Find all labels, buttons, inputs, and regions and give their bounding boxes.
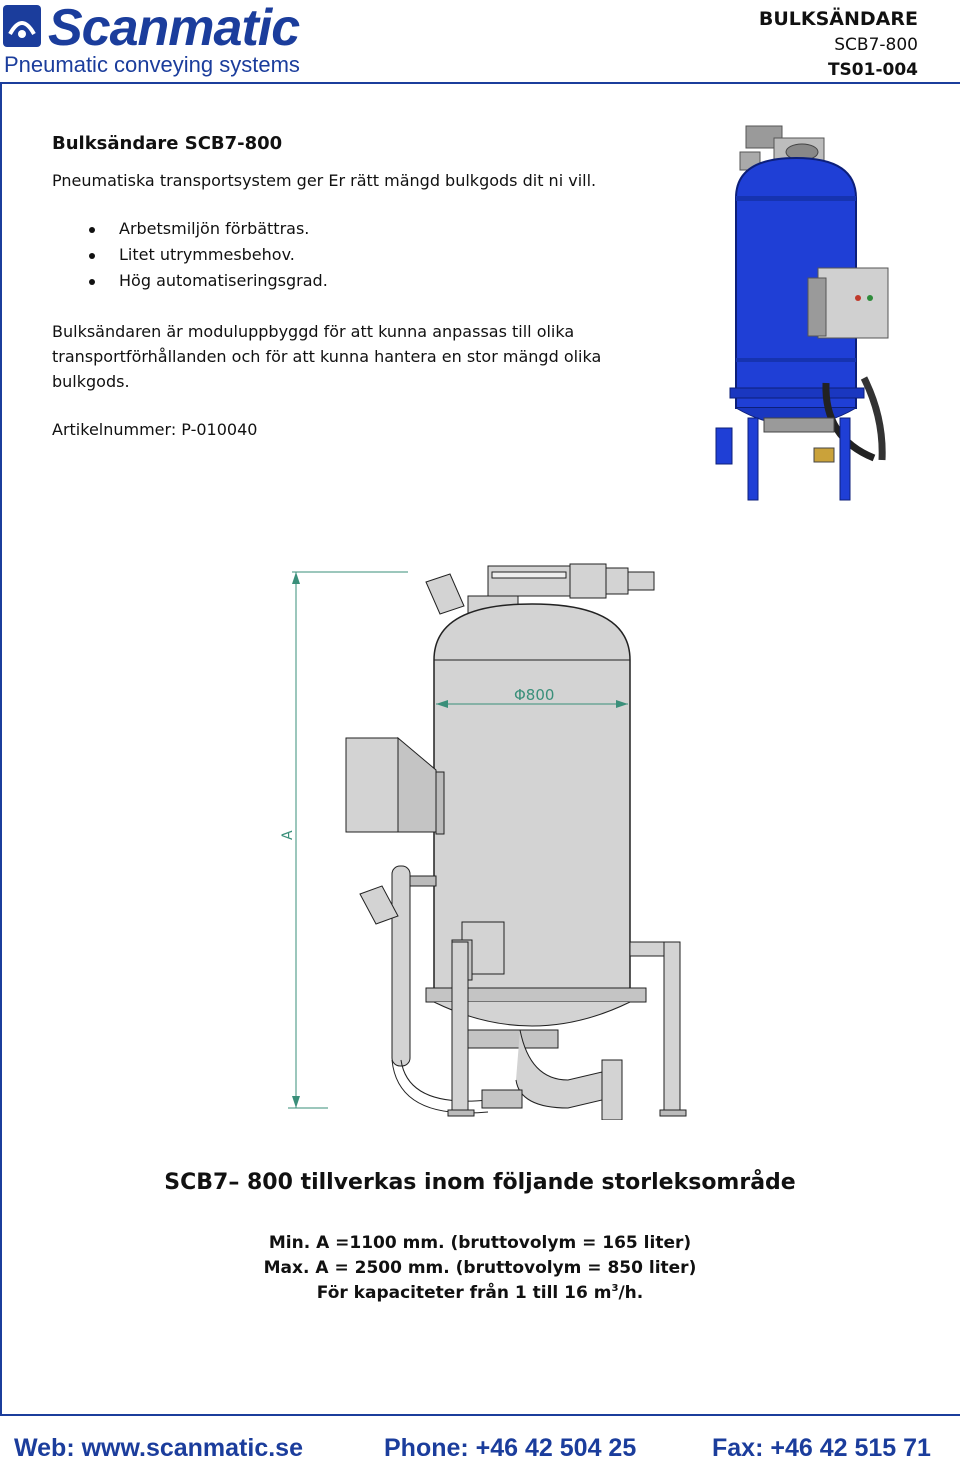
capacity-exponent: 3	[611, 1283, 619, 1294]
phone-contact: Phone: +46 42 504 25	[384, 1434, 637, 1462]
article-number: Artikelnummer: P-010040	[52, 420, 258, 439]
description-paragraph: Bulksändaren är moduluppbyggd för att kunna anpassas till olika transportförhållanden och för att kunna hantera en stor mängd olika bulkgods.	[52, 322, 602, 391]
technical-drawing	[268, 560, 698, 1120]
product-photo	[714, 118, 904, 504]
left-border	[0, 84, 2, 1414]
logo-tagline: Pneumatic conveying systems	[4, 52, 300, 77]
benefit-list	[52, 219, 328, 297]
document-model: SCB7-800	[834, 35, 918, 55]
header-divider	[0, 82, 960, 84]
footer-divider	[0, 1414, 960, 1416]
company-logo	[2, 2, 362, 80]
capacity-text: För kapaciteter från 1 till 16 m	[316, 1283, 612, 1303]
benefit-item: Litet utrymmesbehov.	[52, 245, 328, 271]
document-type: BULKSÄNDARE	[758, 8, 918, 30]
capacity-unit: /h.	[618, 1283, 644, 1303]
size-range-title: SCB7– 800 tillverkas inom följande storleksområde	[164, 1170, 796, 1195]
product-title: Bulksändare SCB7-800	[52, 133, 283, 154]
capacity-spec	[0, 1283, 960, 1303]
benefit-item: Hög automatiseringsgrad.	[52, 271, 328, 297]
min-size-spec: Min. A =1100 mm. (bruttovolym = 165 liter)	[268, 1233, 692, 1253]
scanmatic-emblem-icon	[2, 4, 42, 48]
benefit-item: Arbetsmiljön förbättras.	[52, 219, 328, 245]
max-size-spec: Max. A = 2500 mm. (bruttovolym = 850 liter)	[263, 1258, 697, 1278]
logo-wordmark: Scanmatic	[48, 0, 300, 57]
diameter-label: Φ800	[514, 686, 555, 704]
document-code: TS01-004	[827, 60, 918, 80]
website-contact: Web: www.scanmatic.se	[14, 1434, 303, 1462]
height-dimension-label: A	[280, 830, 296, 840]
intro-text: Pneumatiska transportsystem ger Er rätt mängd bulkgods dit ni vill.	[52, 171, 597, 190]
fax-contact: Fax: +46 42 515 71	[712, 1434, 931, 1462]
